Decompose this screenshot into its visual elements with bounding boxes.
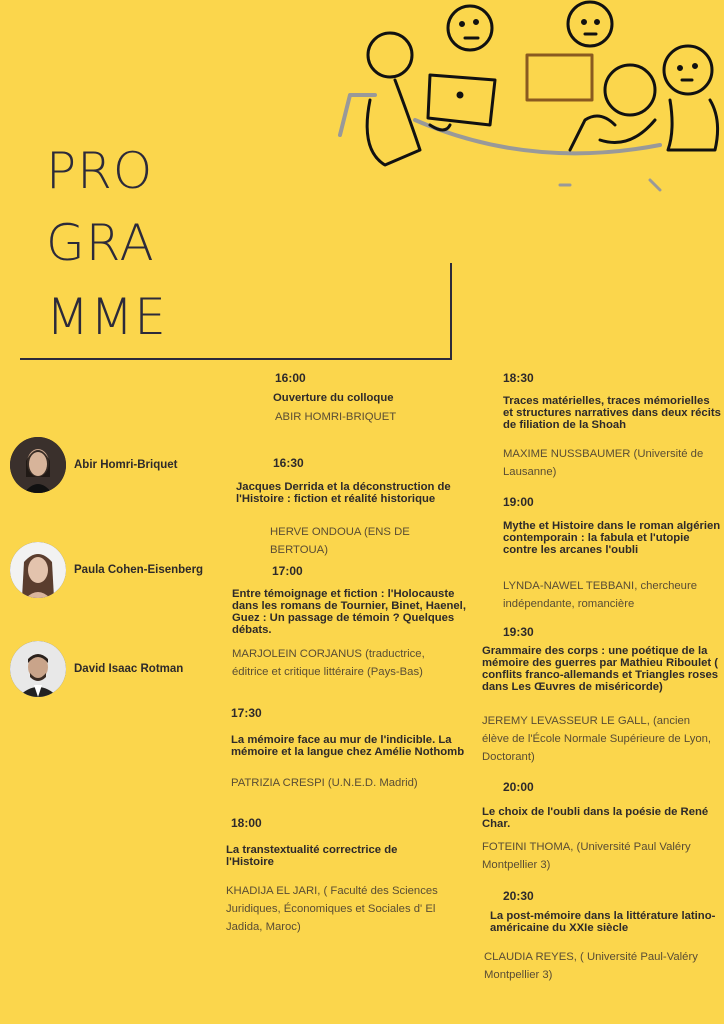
session-title: Grammaire des corps : une poétique de la mémoire des guerres par Mathieu Riboulet ( conflits franco-allemands et Triangles roses dans Les Œuvres de miséricorde) (482, 645, 719, 693)
page-title-line-1: PRO (46, 142, 154, 200)
session-title: La mémoire face au mur de l'indicible. La mémoire et la langue chez Amélie Nothomb (231, 734, 465, 758)
speaker-card (10, 437, 178, 493)
avatar (10, 542, 66, 598)
speaker-name: Abir Homri-Briquet (74, 459, 178, 471)
meeting-illustration (330, 0, 724, 200)
session-speaker: FOTEINI THOMA, (Université Paul Valéry Montpellier 3) (482, 841, 691, 871)
speaker-name: Paula Cohen-Eisenberg (74, 564, 204, 576)
session-title: Entre témoignage et fiction : l'Holocauste dans les romans de Tournier, Binet, Haenel, Guez : Un passage de témoin ? Quelques débats. (232, 588, 466, 636)
title-vertical-rule (450, 263, 452, 360)
title-underline (20, 358, 452, 360)
session-time: 18:30 (503, 371, 534, 385)
avatar (10, 641, 66, 697)
session-time: 20:00 (503, 780, 534, 794)
session-speaker: LYNDA-NAWEL TEBBANI, chercheure indépendante, romancière (503, 580, 697, 610)
session-time: 19:00 (503, 495, 534, 509)
session-title: Traces matérielles, traces mémorielles et structures narratives dans deux récits de filiation de la Shoah (503, 395, 721, 431)
session-speaker: MAXIME NUSSBAUMER (Université de Lausanne) (503, 448, 704, 478)
session-title: La transtextualité correctrice de l'Histoire (226, 844, 398, 868)
session-title: Mythe et Histoire dans le roman algérien contemporain : la fabula et l'utopie contre les arcanes l'oubli (503, 520, 721, 556)
session-time: 16:00 (275, 371, 306, 385)
session-time: 19:30 (503, 625, 534, 639)
session-speaker: CLAUDIA REYES, ( Université Paul-Valéry Montpellier 3) (484, 951, 698, 981)
session-time: 18:00 (231, 816, 262, 830)
session-title: Le choix de l'oubli dans la poésie de René Char. (482, 806, 709, 830)
session-title: Jacques Derrida et la déconstruction de l'Histoire : fiction et réalité historique (236, 481, 451, 505)
page-title-line-2: GRA (46, 214, 155, 272)
session-speaker: MARJOLEIN CORJANUS (traductrice, éditrice et critique littéraire (Pays-Bas) (232, 648, 425, 678)
session-time: 20:30 (503, 889, 534, 903)
speaker-card (10, 641, 183, 697)
speaker-name: David Isaac Rotman (74, 663, 184, 675)
avatar (10, 437, 66, 493)
page-title-line-3: MME (46, 288, 167, 346)
session-title: Ouverture du colloque (273, 392, 394, 404)
session-time: 16:30 (273, 456, 304, 470)
session-time: 17:30 (231, 706, 262, 720)
speaker-card (10, 542, 203, 598)
session-speaker: ABIR HOMRI-BRIQUET (275, 411, 397, 423)
session-speaker: JEREMY LEVASSEUR LE GALL, (ancien élève de l'École Normale Supérieure de Lyon, Doctorant) (482, 715, 712, 763)
session-speaker: PATRIZIA CRESPI (U.N.E.D. Madrid) (231, 777, 418, 789)
session-speaker: KHADIJA EL JARI, ( Faculté des Sciences Juridiques, Économiques et Sociales d' El Jadida, Maroc) (226, 885, 438, 933)
session-speaker: HERVE ONDOUA (ENS DE BERTOUA) (270, 526, 410, 556)
session-time: 17:00 (272, 564, 303, 578)
session-title: La post-mémoire dans la littérature latino-américaine du XXIe siècle (490, 910, 716, 934)
